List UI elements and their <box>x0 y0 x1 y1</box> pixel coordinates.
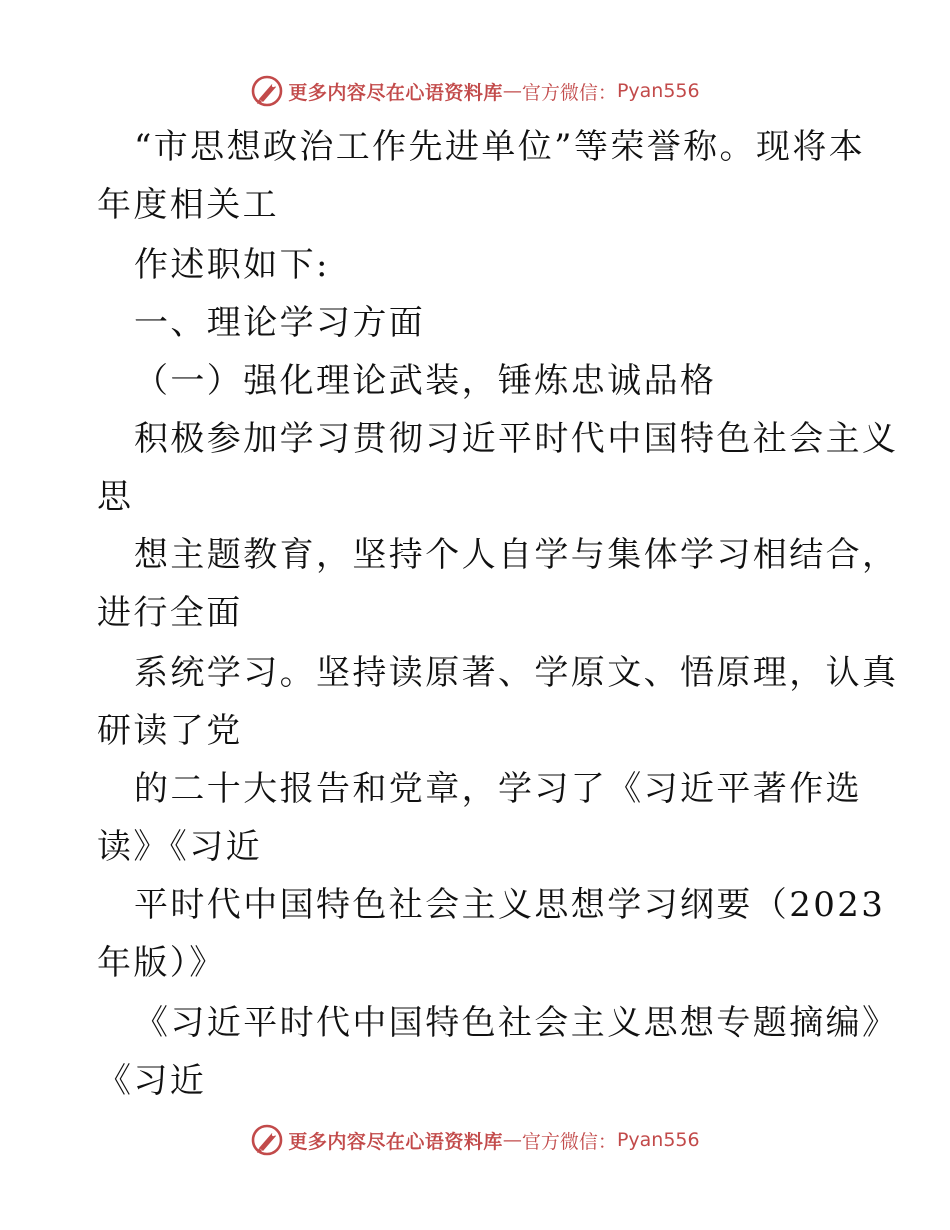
text-line: 一、理论学习方面 <box>134 303 426 343</box>
text-line: “市思想政治工作先进单位”等荣誉称。现将本 <box>134 127 866 167</box>
text-line: 平时代中国特色社会主义思想学习纲要（2023 <box>134 885 886 925</box>
text-line: （一）强化理论武装，锤炼忠诚品格 <box>134 361 717 401</box>
text-line: 研读了党 <box>97 711 243 751</box>
watermark-main-text: 更多内容尽在心语资料库 <box>288 81 503 104</box>
watermark-label: 官方微信： <box>521 1130 617 1153</box>
pen-nib-logo-icon <box>250 74 284 108</box>
text-line: 《习近平时代中国特色社会主义思想专题摘编》 <box>134 1003 899 1043</box>
pen-nib-logo-icon <box>250 1123 284 1157</box>
watermark-id: Pyan556 <box>616 80 700 102</box>
watermark-label: 官方微信： <box>521 81 617 104</box>
watermark-id: Pyan556 <box>616 1129 700 1151</box>
text-line: 想主题教育，坚持个人自学与集体学习相结合， <box>134 535 899 575</box>
text-line: 年度相关工 <box>97 185 279 225</box>
text-line: 年版）》 <box>97 943 226 983</box>
footer-watermark <box>0 1122 950 1158</box>
text-line: 《习近 <box>97 1061 207 1101</box>
text-line: 的二十大报告和党章，学习了《习近平著作选 <box>134 769 862 809</box>
header-watermark <box>0 73 950 109</box>
watermark-main-text: 更多内容尽在心语资料库 <box>288 1130 503 1153</box>
text-line: 系统学习。坚持读原著、学原文、悟原理，认真 <box>134 653 899 693</box>
text-line: 思 <box>97 477 134 517</box>
text-line: 积极参加学习贯彻习近平时代中国特色社会主义 <box>134 419 899 459</box>
text-line: 进行全面 <box>97 593 243 633</box>
text-line: 读》《习近 <box>97 827 262 867</box>
watermark-separator: — <box>502 80 522 102</box>
text-line: 作述职如下: <box>134 245 330 285</box>
watermark-separator: — <box>502 1129 522 1151</box>
